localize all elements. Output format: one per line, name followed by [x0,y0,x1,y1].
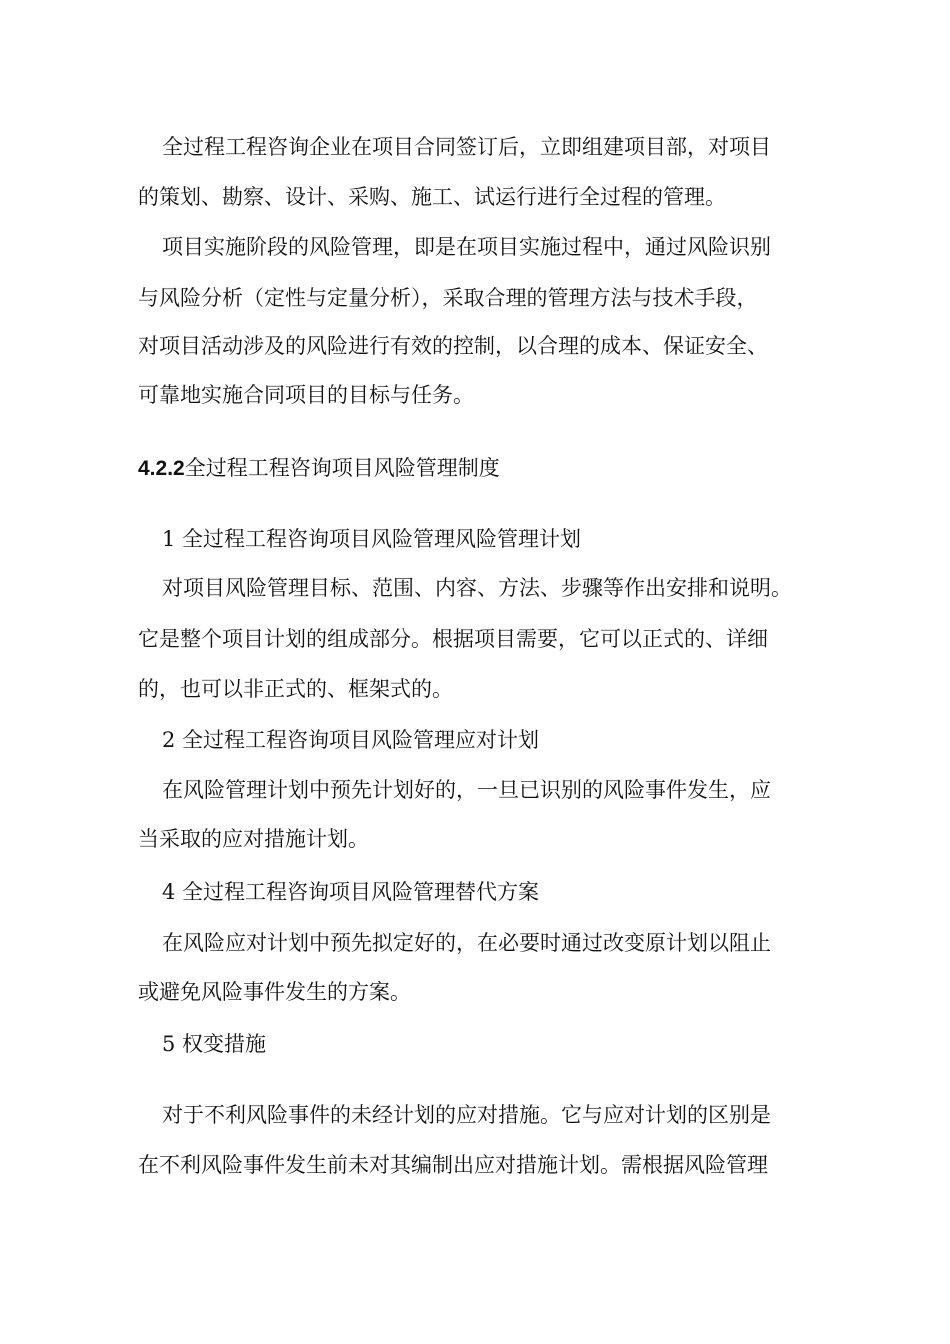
item1-heading: 1 全过程工程咨询项目风险管理风险管理计划 [162,527,582,551]
item4-line2: 或避免风险事件发生的方案。 [138,980,411,1004]
item4-line1: 在风险应对计划中预先拟定好的，在必要时通过改变原计划以阻止 [162,931,771,955]
section-number: 4.2.2 [138,457,185,480]
item4-heading: 4 全过程工程咨询项目风险管理替代方案 [162,880,540,904]
para1-line1: 全过程工程咨询企业在项目合同签订后，立即组建项目部，对项目 [162,135,771,159]
item1-line1: 对项目风险管理目标、范围、内容、方法、步骤等作出安排和说明。 [162,576,792,600]
item1-line2: 它是整个项目计划的组成部分。根据项目需要，它可以正式的、详细 [138,627,768,651]
item5-heading: 5 权变措施 [162,1032,267,1056]
para2-line1: 项目实施阶段的风险管理，即是在项目实施过程中，通过风险识别 [162,235,771,259]
para2-line4: 可靠地实施合同项目的目标与任务。 [138,383,474,407]
para2-line2: 与风险分析（定性与定量分析），采取合理的管理方法与技术手段， [138,286,758,310]
item2-heading: 2 全过程工程咨询项目风险管理应对计划 [162,728,540,752]
item2-line2: 当采取的应对措施计划。 [138,827,369,851]
section-title: 全过程工程咨询项目风险管理制度 [184,456,500,480]
section-heading [138,453,500,484]
item5-line2: 在不利风险事件发生前未对其编制出应对措施计划。需根据风险管理 [138,1153,768,1177]
item5-line1: 对于不利风险事件的未经计划的应对措施。它与应对计划的区别是 [162,1103,771,1127]
para1-line2: 的策划、勘察、设计、采购、施工、试运行进行全过程的管理。 [138,185,726,209]
item1-line3: 的，也可以非正式的、框架式的。 [138,677,453,701]
para2-line3: 对项目活动涉及的风险进行有效的控制，以合理的成本、保证安全、 [138,334,768,358]
item2-line1: 在风险管理计划中预先计划好的，一旦已识别的风险事件发生，应 [162,778,771,802]
